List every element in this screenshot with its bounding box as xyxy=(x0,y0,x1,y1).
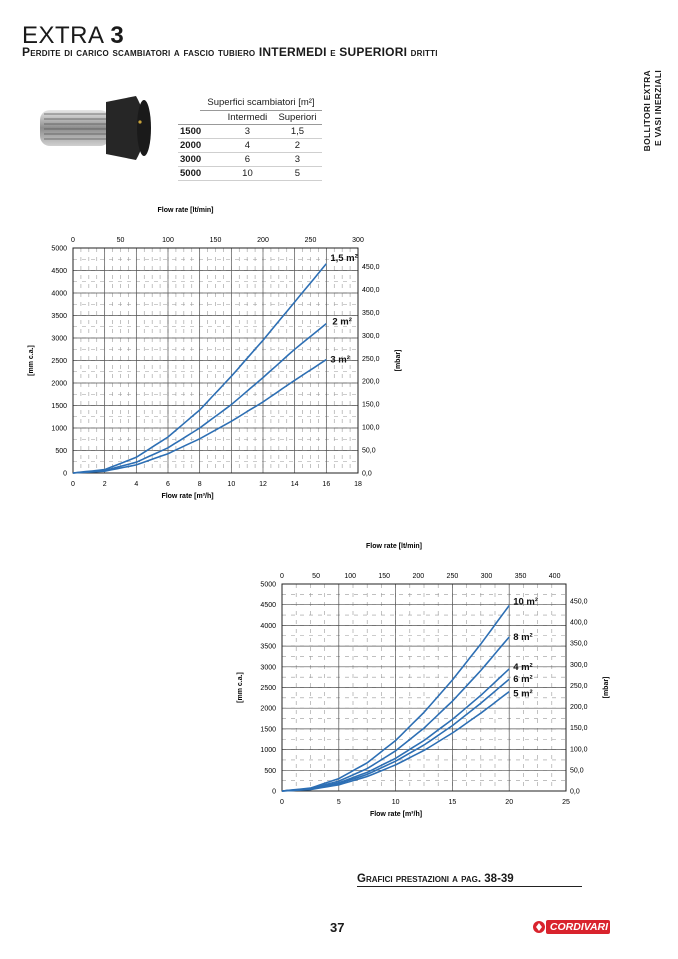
y2-tick-label: 0,0 xyxy=(570,788,580,796)
y-axis-title: [mm c.a.] xyxy=(237,672,244,703)
table-header: Intermedi xyxy=(222,111,273,125)
x-tick-label: 14 xyxy=(290,481,299,488)
x-top-tick-label: 200 xyxy=(257,237,269,244)
x-tick-label: 15 xyxy=(448,799,457,806)
side-section-label: BOLLITORI EXTRA E VASI INERZIALI xyxy=(642,70,663,152)
y-tick-label: 4000 xyxy=(51,290,67,298)
x-tick-label: 0 xyxy=(71,481,75,488)
page-title: EXTRA 3 xyxy=(22,22,125,49)
logo-text: CORDIVARI xyxy=(549,921,609,933)
x-tick-label: 2 xyxy=(102,481,107,488)
y2-tick-label: 400,0 xyxy=(570,619,588,627)
x-top-tick-label: 100 xyxy=(344,573,357,580)
series-label: 3 m² xyxy=(330,354,350,366)
y2-tick-label: 150,0 xyxy=(570,725,588,733)
x-tick-label: 5 xyxy=(336,799,341,806)
y-tick-label: 1500 xyxy=(260,726,276,734)
x-top-tick-label: 250 xyxy=(304,237,317,244)
y2-tick-label: 50,0 xyxy=(362,447,376,455)
x-tick-label: 4 xyxy=(134,481,139,488)
x-top-axis-title: Flow rate [lt/min] xyxy=(366,543,422,550)
series-label: 1,5 m² xyxy=(330,252,358,264)
x-tick-label: 10 xyxy=(391,799,400,806)
x-axis-title: Flow rate [m³/h] xyxy=(369,811,423,818)
x-top-tick-label: 350 xyxy=(514,573,527,580)
y-tick-label: 5000 xyxy=(260,581,276,589)
y-tick-label: 1000 xyxy=(260,747,276,755)
series-label: 10 m² xyxy=(513,596,539,608)
x-top-tick-label: 250 xyxy=(446,573,459,580)
y2-tick-label: 150,0 xyxy=(362,401,380,409)
y2-tick-label: 350,0 xyxy=(570,640,588,648)
x-tick-label: 12 xyxy=(259,481,267,488)
y2-tick-label: 450,0 xyxy=(570,598,588,606)
x-top-tick-label: 150 xyxy=(209,237,222,244)
pressure-drop-chart-1 xyxy=(0,200,678,510)
y-tick-label: 2500 xyxy=(51,358,67,365)
series-label: 5 m² xyxy=(513,688,533,700)
y-tick-label: 2000 xyxy=(260,705,276,713)
y2-tick-label: 300,0 xyxy=(570,661,588,669)
x-top-tick-label: 50 xyxy=(116,237,125,244)
x-tick-label: 0 xyxy=(280,799,284,806)
x-top-tick-label: 0 xyxy=(280,573,284,580)
series-label: 2 m² xyxy=(332,316,352,328)
y2-tick-label: 250,0 xyxy=(362,355,380,363)
table-header: Superiori xyxy=(273,111,322,125)
y2-tick-label: 300,0 xyxy=(362,332,380,340)
table-row: 5000 10 5 xyxy=(178,167,322,181)
x-tick-label: 18 xyxy=(354,481,362,488)
series-label: 4 m² xyxy=(513,661,533,673)
y-tick-label: 500 xyxy=(264,767,276,775)
y-tick-label: 4000 xyxy=(260,622,276,630)
x-tick-label: 6 xyxy=(166,481,170,488)
x-tick-label: 20 xyxy=(505,799,514,806)
x-top-tick-label: 50 xyxy=(312,573,320,580)
y-tick-label: 1500 xyxy=(51,403,67,410)
x-top-tick-label: 0 xyxy=(71,237,75,244)
y2-tick-label: 100,0 xyxy=(362,424,380,432)
y2-axis-title: [mbar] xyxy=(395,349,402,372)
exchanger-surface-table xyxy=(178,97,322,181)
table-caption: Superfici scambiatori [m²] xyxy=(200,97,322,111)
y-tick-label: 500 xyxy=(55,448,67,455)
x-top-axis-title: Flow rate [lt/min] xyxy=(157,207,214,214)
y-tick-label: 2000 xyxy=(51,380,67,388)
y-tick-label: 4500 xyxy=(51,268,67,275)
y2-tick-label: 200,0 xyxy=(362,378,380,386)
y-tick-label: 2500 xyxy=(260,685,276,692)
x-top-tick-label: 400 xyxy=(548,573,561,580)
page-subtitle: Perdite di carico scambiatori a fascio tubiero INTERMEDI e SUPERIORI dritti xyxy=(22,45,438,59)
x-top-tick-label: 100 xyxy=(162,237,174,244)
table-row: 3000 6 3 xyxy=(178,153,322,167)
x-top-tick-label: 200 xyxy=(412,573,425,580)
y-tick-label: 3500 xyxy=(51,313,67,320)
x-axis-title: Flow rate [m³/h] xyxy=(161,493,214,500)
heat-exchanger-image xyxy=(36,96,156,160)
performance-charts-link[interactable]: Grafici prestazioni a pag. 38-39 xyxy=(357,873,582,887)
y-tick-label: 0 xyxy=(63,470,67,478)
x-tick-label: 25 xyxy=(562,799,570,806)
y2-tick-label: 400,0 xyxy=(362,286,380,294)
y-tick-label: 1000 xyxy=(51,425,67,433)
x-top-tick-label: 300 xyxy=(480,573,493,580)
x-tick-label: 8 xyxy=(197,481,202,488)
y2-tick-label: 200,0 xyxy=(570,704,588,712)
y2-tick-label: 50,0 xyxy=(570,767,584,775)
y-tick-label: 4500 xyxy=(260,602,276,610)
y2-tick-label: 350,0 xyxy=(362,309,380,317)
series-label: 8 m² xyxy=(513,631,533,643)
table-row: 2000 4 2 xyxy=(178,139,322,153)
y2-tick-label: 450,0 xyxy=(362,264,380,272)
x-tick-label: 16 xyxy=(322,481,331,488)
x-top-tick-label: 300 xyxy=(352,237,364,244)
y2-axis-title: [mbar] xyxy=(603,676,610,699)
page-number: 37 xyxy=(330,920,345,935)
y-tick-label: 3000 xyxy=(260,664,276,672)
x-top-tick-label: 150 xyxy=(378,573,391,580)
y-tick-label: 3000 xyxy=(51,335,67,343)
y2-tick-label: 0,0 xyxy=(362,470,372,478)
y-tick-label: 0 xyxy=(272,788,276,796)
table-row: 1500 3 1,5 xyxy=(178,125,322,139)
y2-tick-label: 250,0 xyxy=(570,682,588,690)
x-tick-label: 10 xyxy=(227,481,236,488)
y-axis-title: [mm c.a.] xyxy=(28,345,35,376)
table-header xyxy=(178,111,222,125)
series-label: 6 m² xyxy=(513,674,533,686)
y2-tick-label: 100,0 xyxy=(570,746,588,754)
y-tick-label: 3500 xyxy=(260,643,276,651)
y-tick-label: 5000 xyxy=(51,245,67,253)
pressure-drop-chart-2 xyxy=(0,538,678,838)
